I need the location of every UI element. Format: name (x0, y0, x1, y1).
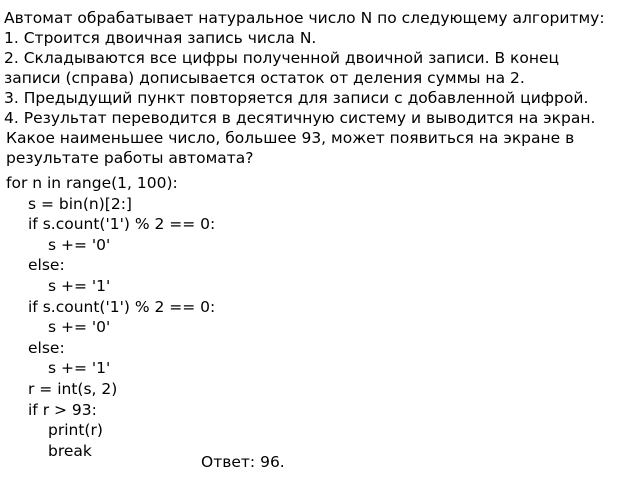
answer: Ответ: 96. (201, 453, 285, 471)
task-line-step-4: 4. Результат переводится в десятичную систему и выводится на экран. (4, 109, 596, 127)
code-line: for n in range(1, 100): (6, 174, 178, 192)
code-line: s += '0' (48, 235, 111, 254)
task-line-step-3: 3. Предыдущий пункт повторяется для записи с добавленной цифрой. (4, 89, 589, 107)
code-line: if s.count('1') % 2 == 0: (28, 297, 216, 316)
code-line: s += '1' (48, 359, 111, 378)
code-line: break (48, 441, 92, 460)
code-line: if r > 93: (28, 400, 97, 419)
task-statement (4, 8, 638, 128)
code-line: s += '1' (48, 276, 111, 295)
code-line: else: (28, 256, 65, 275)
code-line: r = int(s, 2) (28, 379, 118, 398)
question-line: результате работы автомата? (6, 149, 254, 167)
task-line-step-1: 1. Строится двоичная запись числа N. (4, 29, 317, 47)
code-line: s += '0' (48, 318, 111, 337)
code-block (6, 173, 406, 461)
task-line-step-2: 2. Складываются все цифры полученной двоичной записи. В конец (4, 49, 560, 67)
code-line: print(r) (48, 421, 103, 440)
task-line-step-2-cont: записи (справа) дописывается остаток от деления суммы на 2. (4, 69, 525, 87)
task-line-intro: Автомат обрабатывает натуральное число N по следующему алгоритму: (4, 9, 605, 27)
question (6, 128, 636, 168)
code-line: else: (28, 338, 65, 357)
question-line: Какое наименьшее число, большее 93, может появиться на экране в (6, 129, 575, 147)
code-line: if s.count('1') % 2 == 0: (28, 215, 216, 234)
code-line: s = bin(n)[2:] (28, 194, 132, 213)
